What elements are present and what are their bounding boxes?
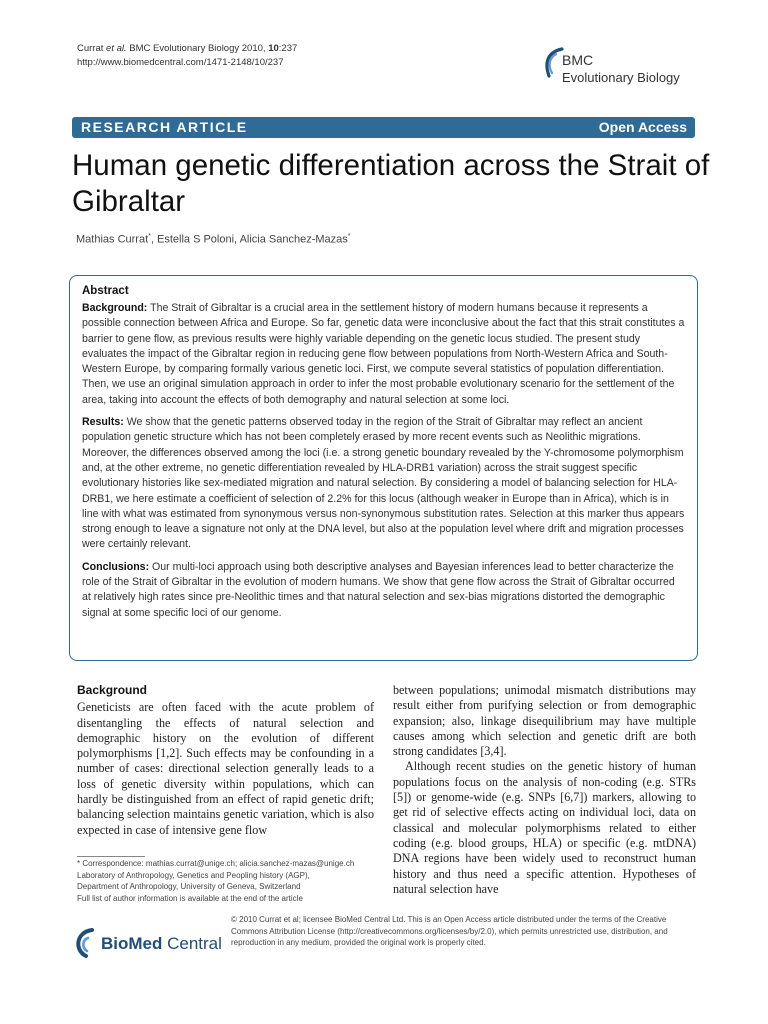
abstract-conclusions: Conclusions: Our multi-loci approach using both descriptive analyses and Bayesian inferences lead to better characterize the role of the Strait of Gibraltar in the evolution of modern humans. We show that gene flow across the Strait of Gibraltar occurred at relatively high rates since pre-Neolithic times and that natural selection and sex-bias migrations distorted the demographic signal at some specific loci of our genome.: [82, 560, 675, 619]
citation-line: Currat et al. BMC Evolutionary Biology 2010, 10:237: [77, 43, 298, 54]
body-left-column: [77, 683, 374, 838]
license-statement: © 2010 Currat et al; licensee BioMed Central Ltd. This is an Open Access article distributed under the terms of the Creative Commons Attribution License (http://creativecommons.org/licenses/by/2.0), which permits unrestricted use, distribution, and reproduction in any medium, provided the original work is properly cited.: [231, 915, 668, 947]
biomed-central-mark-icon: [72, 926, 100, 960]
author-name[interactable]: Alicia Sanchez-Mazas: [239, 233, 348, 246]
biomed-central-logo: [72, 926, 222, 966]
article-title: Human genetic differentiation across the Strait of Gibraltar: [72, 149, 710, 218]
journal-name: Evolutionary Biology: [562, 70, 680, 85]
author-name[interactable]: Mathias Currat: [76, 233, 149, 246]
article-type-banner: [72, 117, 695, 138]
footnote-divider: [77, 856, 145, 857]
article-url[interactable]: http://www.biomedcentral.com/1471-2148/10/237: [77, 57, 284, 68]
correspondence-emails[interactable]: * Correspondence: mathias.currat@unige.ch; alicia.sanchez-mazas@unige.ch: [77, 859, 355, 868]
article-type: RESEARCH ARTICLE: [81, 119, 248, 135]
affiliation-lab: Laboratory of Anthropology, Genetics and Peopling history (AGP),: [77, 870, 310, 880]
body-paragraph: Although recent studies on the genetic history of human populations focus on the analysis of non-coding (e.g. STRs [5]) or genome-wide (e.g. SNPs [6,7]) markers, allowing to get rid of selective effects acting on individual loci, data on classical and molecular polymorphisms related to either coding (e.g. blood groups, HLA) or specific (e.g. mtDNA) DNA regions have been widely used to reconstruct human history and thus need a specific attention. Hypotheses of natural selection have: [393, 759, 696, 896]
correspondence-footnote: [77, 858, 377, 904]
author-info-note: Full list of author information is available at the end of the article: [77, 893, 303, 903]
author-list: Mathias Currat*, Estella S Poloni, Alicia Sanchez-Mazas*: [76, 233, 351, 246]
abstract-results: Results: We show that the genetic patterns observed today in the region of the Strait of Gibraltar may reflect an ancient population genetic structure which has not been completely erased by more recent events such as Neolithic migrations. Moreover, the differences observed among the loci (i.e. a strong genetic boundary revealed by the Y-chromosome polymorphism and, at the other extreme, no genetic differentiation revealed by HLA-DRB1 variation) across the strait suggest specific evolutionary histories like sex-mediated migration and natural selection. By considering a model of balancing selection for HLA-DRB1, we here estimate a coefficient of selection of 2.2% for this locus (although weaker in Europe than in Africa), which is in line with what was estimated from synonymous versus non-synonymous substitution rates. Selection at this marker thus appears strong enough to leave a signature not only at the DNA level, but also at the population level where drift and migration processes were certainly relevant.: [82, 416, 685, 551]
body-paragraph: between populations; unimodal mismatch distributions may result either from purifying selection or from demographic expansion; also, linkage disequilibrium may have multiple causes among which selection and genetic drift are both strong candidates [3,4].: [393, 683, 696, 759]
open-access-label: Open Access: [598, 119, 687, 135]
citation-header: [77, 42, 297, 70]
affiliation-department: Department of Anthropology, University of Geneva, Switzerland: [77, 882, 301, 891]
abstract-background: Background: The Strait of Gibraltar is a crucial area in the settlement history of modern humans because it represents a possible connection between Africa and Europe. So far, genetic data were inconclusive about the fact that this strait constitutes a barrier to gene flow, as previous results were highly variable depending on the genetic locus studied. The present study evaluates the impact of the Gibraltar region in reducing gene flow between populations from North-Western Africa and South-Western Europe, by comparing formally various genetic loci. First, we compute several statistics of population differentiation. Then, we use an original simulation approach in order to infer the most probable evolutionary scenario for the settlement of the area, taking into account the effects of both demography and natural selection at some loci.: [82, 302, 685, 406]
abstract-box: [69, 275, 698, 661]
author-name[interactable]: Estella S Poloni: [157, 233, 235, 246]
journal-logo: [540, 46, 700, 96]
body-right-column: [393, 683, 696, 897]
body-paragraph: Geneticists are often faced with the acute problem of disentangling the effects of natural selection and demographic history on the evolution of different polymorphisms [1,2]. Such effects may be confounding in a number of cases: directional selection generally leads to a loss of genetic diversity within populations, which can hardly be distinguished from an effect of rapid genetic drift; balancing selection maintains genetic variation, which is also expected in case of intensive gene flow: [77, 700, 374, 837]
publisher-name: BioMed Central: [101, 934, 222, 953]
section-heading-background: Background: [77, 683, 148, 697]
journal-brand: BMC: [562, 52, 594, 68]
abstract-heading: Abstract: [82, 285, 129, 297]
